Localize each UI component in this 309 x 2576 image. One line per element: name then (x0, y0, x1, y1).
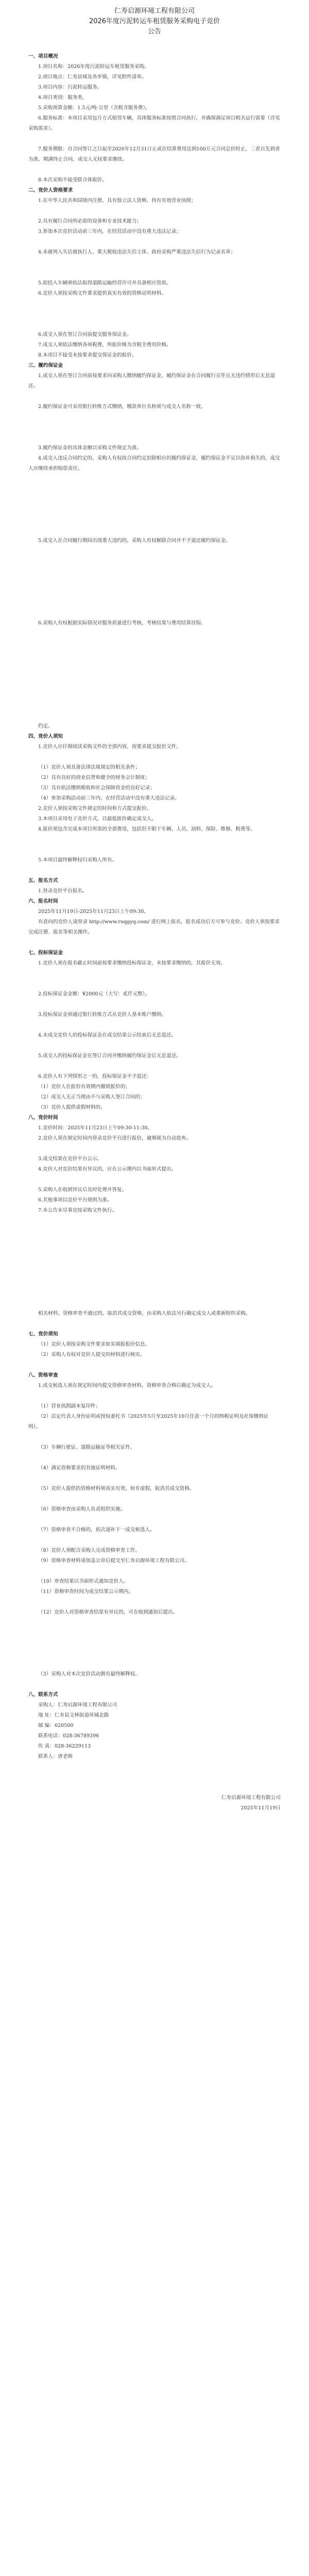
paragraph: 4.未成交竞价人的投标保证金在成交结果公示结束后无息退还。 (38, 1032, 177, 1038)
paragraph: 1.成交候选人须在规定时间内提交资格审查材料，资格审查合格后确定为成交人。 (38, 1383, 216, 1388)
paragraph: 1.竞价人须在报名截止时间前按要求缴纳投标保证金，未按要求缴纳的，其报价无效。 (38, 960, 226, 966)
paragraph: 联系电话：028-36789396 (38, 1733, 99, 1739)
paragraph: （3）竞价人提供虚假材料的。 (38, 1105, 106, 1110)
section-heading: 四、竞价人须知 (28, 734, 63, 739)
paragraph: 6.服务标准：本项目采用包月方式租赁车辆，具体服务标准按照合同执行，并确保满足项目相关运行需要（详见采购需求）。 (28, 115, 280, 131)
paragraph: （2）采购人有权对竞价人提交的材料进行核实。 (38, 1352, 145, 1358)
paragraph: 4.报价须包含完成本项目所需的全部费用，包括但不限于车辆、人员、油料、保险、维修、税费等。 (38, 826, 255, 832)
paragraph: 7.本公告未尽事宜按采购文件执行。 (38, 1208, 117, 1213)
paragraph: （1）竞价人须按采购文件要求如实填报报价信息。 (38, 1342, 150, 1347)
paragraph: （3）采购人对本次竞价活动拥有最终解释权。 (38, 1671, 140, 1677)
paragraph: 2.具有履行合同所必需的设备和专业技术能力； (38, 218, 142, 224)
section-heading: 八、资格审查 (28, 1372, 58, 1378)
paragraph: 2.投标保证金金额：¥2000元（大写：贰仟元整）。 (38, 991, 150, 997)
paragraph: 1.竞价时间：2025年11月23日上午09:30-11:30。 (38, 1125, 153, 1131)
paragraph: 5.拟投入车辆须依法取得道路运输经营许可并具备相应资质。 (38, 280, 171, 286)
paragraph: 仁寿启源环境工程有限公司 (221, 1795, 281, 1801)
paragraph: 3.履约保证金的具体金额以采购文件规定为准。 (38, 445, 142, 451)
paragraph: 3.本项目采用电子竞价方式，以最低报价确定成交人。 (38, 816, 157, 822)
paragraph: 6.竞价人有下列情形之一的，投标保证金不予退还： (38, 1074, 152, 1079)
paragraph: 2.履约保证金可采用银行转账方式缴纳，缴款单位名称须与成交人名称一致。 (38, 404, 206, 410)
paragraph: （5）竞价人提供的资格材料须真实有效，如有虚假，取消其成交资格。 (38, 1486, 195, 1492)
paragraph: 7.成交人须依法缴纳各项税费，所报价格为含税全费用价格。 (38, 342, 171, 348)
paragraph: 4.未被列入失信被执行人、重大税收违法失信主体、政府采购严重违法失信行为记录名单； (38, 249, 236, 255)
paragraph: 2025年11月19日 (241, 1805, 281, 1811)
section-heading: 八、联系方式 (28, 1692, 58, 1698)
paragraph: （1）营业执照副本复印件； (38, 1403, 101, 1409)
paragraph: 5.本项目最终解释权归采购人所有。 (38, 857, 117, 863)
paragraph: 5.采购人在收到异议后及时处理并答复。 (38, 1187, 127, 1193)
paragraph: 联系人：唐老师 (38, 1754, 73, 1759)
paragraph: （1）竞价人在报价有效期内撤销报价的； (38, 1084, 130, 1090)
paragraph: 采购人：仁寿启源环境工程有限公司 (38, 1702, 117, 1708)
paragraph: （2）成交人无正当理由不与采购人签订合同的； (38, 1094, 145, 1100)
paragraph: 5.采购预算金额：1.5元/吨·公里（含税含服务费）。 (38, 105, 150, 111)
paragraph: 相关材料，资格审查不通过的，取消其成交资格，由采购人依法另行确定成交人或重新组织采购。 (38, 1311, 251, 1316)
paragraph: 4.项目类别：服务类。 (38, 95, 88, 100)
paragraph: （12）竞价人对资格审查结果有异议的，可在收到通知后提出。 (38, 1609, 178, 1615)
section-heading: 七、竞价须知 (28, 1331, 58, 1337)
section-heading: 三、履约保证金 (28, 363, 63, 368)
paragraph: （10）审查结果以书面形式通知竞价人。 (38, 1579, 129, 1584)
paragraph: 1.项目名称：2026年度污泥转运车租赁服务采购。 (38, 64, 149, 70)
paragraph: 4.竞价人对竞价结果有异议的，应在公示期内以书面形式提出。 (38, 1166, 177, 1172)
paragraph: 约定。 (38, 723, 53, 729)
paragraph: 邮 编：620500 (38, 1723, 74, 1728)
paragraph: （6）资格审查由采购人负责组织实施。 (38, 1506, 126, 1512)
paragraph: 5.成交人在合同履行期间出现重大违约的，采购人有权解除合同并不予退还履约保证金。 (38, 538, 231, 544)
doc-title-line-2: 2026年度污泥转运车租赁服务采购电子竞价 (89, 18, 220, 25)
section-heading: 五、报名方式 (28, 878, 58, 884)
paragraph: （8）竞价人须配合采购人完成资格审查工作。 (38, 1548, 140, 1553)
paragraph: （9）资格审查材料请加盖公章后提交至仁寿启源环境工程有限公司。 (38, 1558, 190, 1564)
section-heading: 一、项目概况 (28, 54, 58, 59)
paragraph: 2.竞价人须按采购文件规定的时间和方式提交报价。 (38, 806, 152, 811)
paragraph: 6.采购人有权根据实际情况对服务质量进行考核，考核结果与费用结算挂钩。 (38, 620, 206, 626)
paragraph: 2.项目地点：仁寿县城及各乡镇，详见附件清单。 (38, 74, 147, 80)
paragraph: 5.成交人的投标保证金在签订合同并缴纳履约保证金后无息退还。 (38, 1053, 181, 1059)
paragraph: 有意向的竞价人请登录 http://www.ruqgyq.com/ 进行网上报名，报名成功后方可参与竞价。竞价人须按要求完成注册、报名等相关操作。 (28, 919, 280, 935)
paragraph: （2）具有良好的商业信誉和健全的财务会计制度； (38, 775, 150, 781)
paragraph: （2）法定代表人身份证明或授权委托书（2025年5月至2025年10月任意一个月的纳税证明及社保缴纳证明）。 (28, 1414, 269, 1430)
paragraph: （7）资格审查不合格的，依次递补下一成交候选人。 (38, 1527, 155, 1533)
paragraph: 2025年11月19日-2025年11月23日上午09:30。 (38, 909, 149, 914)
paragraph: 3.成交结果在竞价平台公示。 (38, 1156, 102, 1162)
paragraph: （4）参加采购活动前三年内，在经营活动中没有重大违法记录。 (38, 795, 180, 801)
paragraph: （3）具有依法缴纳税收和社会保障资金的良好记录； (38, 785, 155, 791)
paragraph: 2.竞价人须在规定时间内登录竞价平台进行报价，逾期视为自动放弃。 (38, 1136, 191, 1141)
paragraph: （4）满足资格要求的其他证明材料。 (38, 1465, 121, 1471)
section-heading: 二、竞价人资格要求 (28, 188, 73, 193)
paragraph: 1.登录竞价平台报名。 (38, 888, 88, 894)
paragraph: 7.服务期限：自合同签订之日起至2026年12月31日止或在结算费用达到100万元合同总价时止，二者以先到者为准，期满终止合同，成交人无权要求继续。 (28, 146, 280, 162)
paragraph: （1）竞价人须具备法律法规规定的相关条件； (38, 765, 140, 770)
paragraph: 6.其他事项以竞价平台规则为准。 (38, 1197, 112, 1203)
paragraph: 8.本次采购不接受联合体报价。 (38, 177, 107, 183)
section-heading: 八、竞价时间 (28, 1115, 58, 1121)
section-heading: 六、报名时间 (28, 899, 58, 904)
doc-title-line-1: 仁寿启源环境工程有限公司 (114, 7, 195, 15)
paragraph: 4.成交人违反合同约定的，采购人有权按合同约定扣除相应的履约保证金，履约保证金不足以弥补损失的，成交人应继续承担赔偿责任。 (28, 455, 280, 471)
section-heading: 七、投标保证金 (28, 950, 63, 956)
paragraph: 8.本项目不接受未按要求提交保证金的报价。 (38, 352, 137, 358)
paragraph: 3.项目内容：污泥转运服务。 (38, 84, 102, 90)
paragraph: 3.投标保证金须通过银行转账方式从竞价人基本账户缴纳。 (38, 1012, 166, 1018)
paragraph: 1.在中华人民共和国境内注册，具有独立法人资格，持有有效营业执照； (38, 198, 196, 204)
paragraph: 3.参加本次竞价活动前三年内，在经营活动中没有重大违法记录； (38, 229, 181, 234)
paragraph: 1.成交人须在签订合同前按要求向采购人缴纳履约保证金，履约保证金在合同履行完毕且无违约情形后无息退还。 (28, 373, 276, 389)
paragraph: （11）资格审查时间为成交结果公示期内。 (38, 1589, 133, 1595)
paragraph: 6.竞价人须按采购文件要求提供真实有效的资格证明材料。 (38, 291, 166, 296)
paragraph: 地 址：仁寿县文林街道环城北路 (38, 1713, 109, 1718)
paragraph: 1.竞价人应仔细阅读采购文件的全部内容，按要求提交报价文件。 (38, 744, 181, 750)
paragraph: 传 真：028-36229113 (38, 1743, 91, 1749)
paragraph: （3）车辆行驶证、道路运输证等相关证件。 (38, 1445, 135, 1450)
doc-title-line-3: 公告 (147, 28, 161, 36)
paragraph: 6.成交人须在签订合同前提交服务保证金。 (38, 332, 132, 337)
